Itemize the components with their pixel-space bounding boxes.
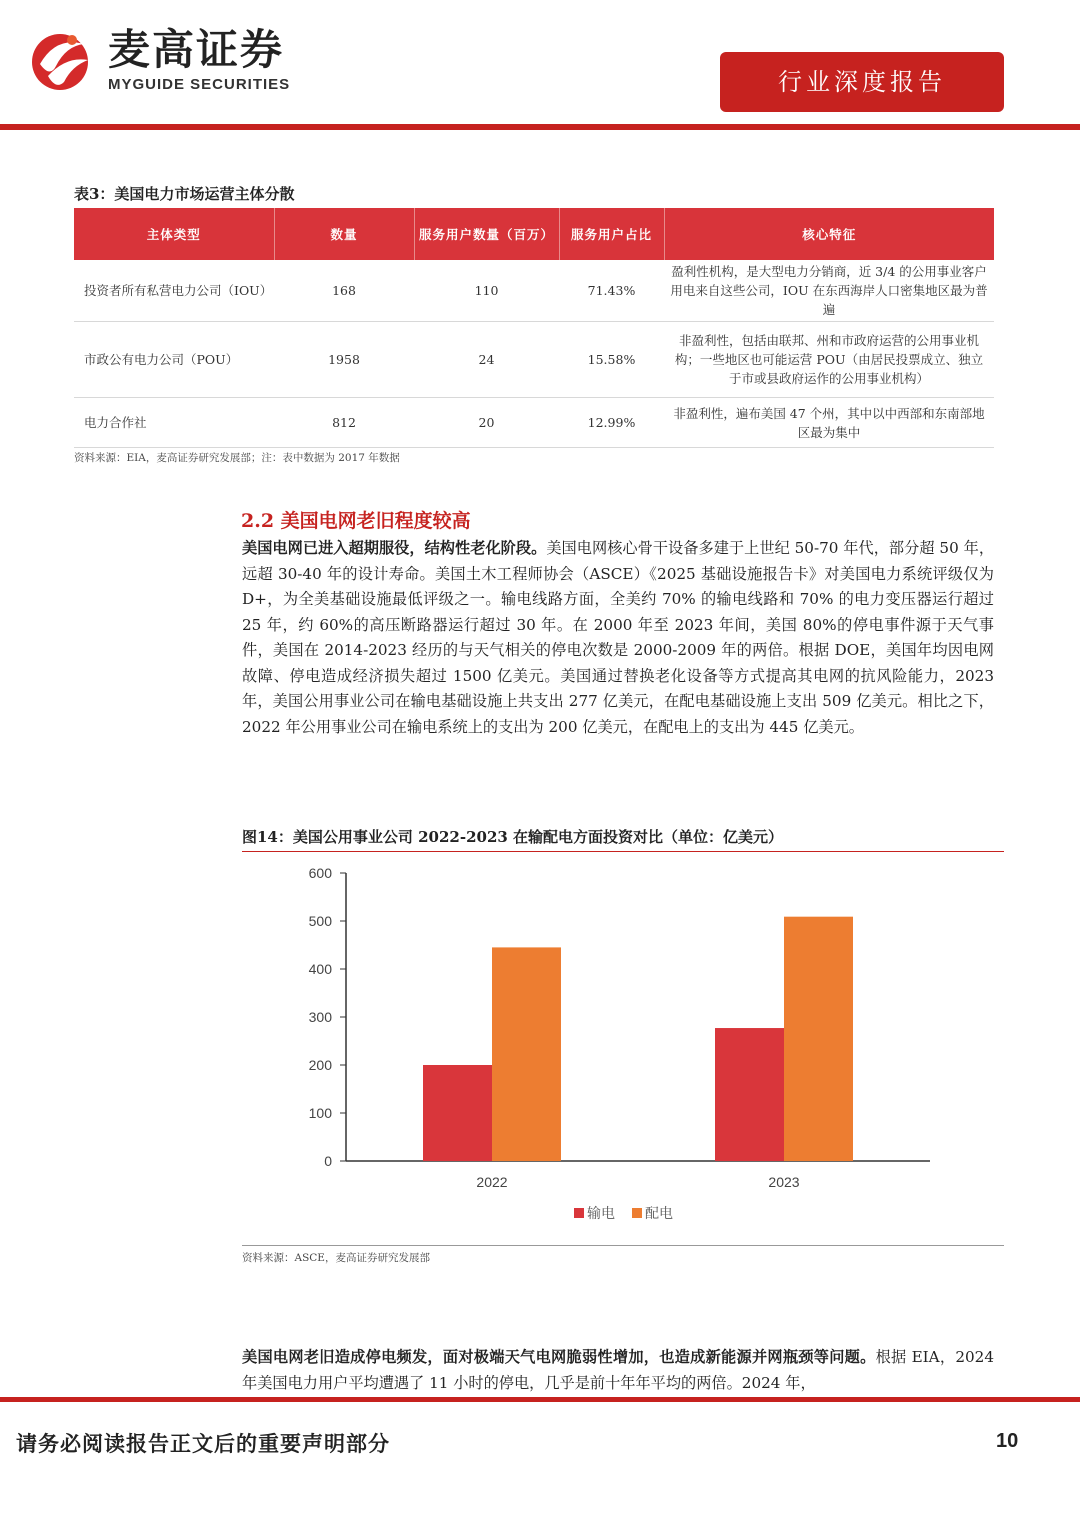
- table-cell: 15.58%: [559, 322, 664, 398]
- body-paragraph: [242, 536, 994, 740]
- table-header-cell: 服务用户数量（百万）: [414, 208, 559, 260]
- bar-distribution-2022: [492, 947, 561, 1161]
- paragraph-text: 根据 EIA，2024 年美国电力用户平均遭遇了 11 小时的停电，几乎是前十年年平均的两倍。2024 年，: [242, 1348, 995, 1392]
- x-tick-label: 2023: [768, 1174, 800, 1190]
- paragraph-text: 美国电网核心骨干设备多建于上世纪 50-70 年代，部分超 50 年，远超 30-40 年的设计寿命。美国土木工程师协会（ASCE）《2025 基础设施报告卡》对美国电力系统评级仅为 D+，为全美基础设施最低评级之一。输电线路方面，全美约 70% 的输电线路和 70% 的电力变压器运行超过 25 年，约 60%的高压断路器运行超过 30 年。在 2000 年至 2023 年间，美国 80%的停电事件源于天气事件，美国在 2014-2023 经历的与天气相关的停电次数是 2000-2009 年的两倍。根据 DOE，美国年均因电网故障、停电造成经济损失超过 1500 亿美元。美国通过替换老化设备等方式提高其电网的抗风险能力，2023 年，美国公用事业公司在输电基础设施上共支出 277 亿美元，在配电基础设施上支出 509 亿美元。相比之下，2022 年公用事业公司在输电系统上的支出为 200 亿美元，在配电上的支出为 445 亿美元。: [242, 539, 995, 736]
- header-divider: [0, 124, 1080, 130]
- table-cell: 非盈利性，遍布美国 47 个州，其中以中西部和东南部地区最为集中: [664, 398, 994, 448]
- report-type-badge: 行业深度报告: [720, 52, 1004, 112]
- table-cell: 20: [414, 398, 559, 448]
- y-tick-label: 100: [308, 1105, 332, 1121]
- table-cell: 12.99%: [559, 398, 664, 448]
- brand-name-en: MYGUIDE SECURITIES: [108, 76, 291, 93]
- figure-source-note: 资料来源：ASCE，麦高证券研究发展部: [242, 1252, 430, 1264]
- table-cell: 非盈利性，包括由联邦、州和市政府运营的公用事业机构；一些地区也可能运营 POU（由居民投票成立、独立于市或县政府运作的公用事业机构）: [664, 322, 994, 398]
- paragraph-lead: 美国电网已进入超期服役，结构性老化阶段。: [242, 539, 547, 557]
- table-cell: 投资者所有私营电力公司（IOU）: [74, 260, 274, 322]
- legend-label: 输电: [587, 1206, 615, 1222]
- figure-top-rule: [242, 851, 1004, 852]
- page-number: 10: [996, 1430, 1019, 1452]
- company-logo-icon: [26, 26, 94, 94]
- figure-title: 图14：美国公用事业公司 2022-2023 在输配电方面投资对比（单位：亿美元）: [242, 828, 784, 846]
- table-header-cell: 服务用户占比: [559, 208, 664, 260]
- table-row: [74, 260, 994, 322]
- table-cell: 168: [274, 260, 414, 322]
- section-heading: 2.2 美国电网老旧程度较高: [241, 510, 471, 532]
- table-cell: 盈利性机构，是大型电力分销商，近 3/4 的公用事业客户用电来自这些公司，IOU 在东西海岸人口密集地区最为普遍: [664, 260, 994, 322]
- body-paragraph: [242, 1345, 994, 1396]
- footer-disclaimer: 请务必阅读报告正文后的重要声明部分: [16, 1431, 390, 1456]
- table-header-cell: 主体类型: [74, 208, 274, 260]
- x-tick-label: 2022: [476, 1174, 508, 1190]
- bar-transmission-2022: [423, 1065, 492, 1161]
- paragraph-lead: 美国电网老旧造成停电频发，面对极端天气电网脆弱性增加，也造成新能源并网瓶颈等问题。: [242, 1348, 876, 1366]
- investment-bar-chart: [242, 856, 1004, 1236]
- y-tick-label: 500: [308, 913, 332, 929]
- market-entities-table: [74, 208, 994, 448]
- table-cell: 24: [414, 322, 559, 398]
- table-header-row: [74, 208, 994, 260]
- y-tick-label: 600: [308, 865, 332, 881]
- y-tick-label: 0: [324, 1153, 332, 1169]
- table-cell: 市政公有电力公司（POU）: [74, 322, 274, 398]
- y-tick-label: 300: [308, 1009, 332, 1025]
- table-row: [74, 322, 994, 398]
- table-cell: 1958: [274, 322, 414, 398]
- y-tick-label: 400: [308, 961, 332, 977]
- bar-transmission-2023: [715, 1028, 784, 1161]
- brand-name-cn: 麦高证券: [108, 25, 285, 74]
- legend-swatch: [632, 1208, 642, 1218]
- footer-divider: [0, 1397, 1080, 1402]
- table-cell: 71.43%: [559, 260, 664, 322]
- legend-label: 配电: [645, 1206, 673, 1222]
- table-cell: 110: [414, 260, 559, 322]
- table-title: 表3：美国电力市场运营主体分散: [74, 185, 295, 203]
- figure-bottom-rule: [242, 1245, 1004, 1246]
- y-tick-label: 200: [308, 1057, 332, 1073]
- table-cell: 电力合作社: [74, 398, 274, 448]
- legend-swatch: [574, 1208, 584, 1218]
- table-header-cell: 核心特征: [664, 208, 994, 260]
- table-header-cell: 数量: [274, 208, 414, 260]
- bar-distribution-2023: [784, 917, 853, 1161]
- table-source-note: 资料来源：EIA，麦高证券研究发展部；注：表中数据为 2017 年数据: [74, 452, 400, 464]
- table-row: [74, 398, 994, 448]
- table-cell: 812: [274, 398, 414, 448]
